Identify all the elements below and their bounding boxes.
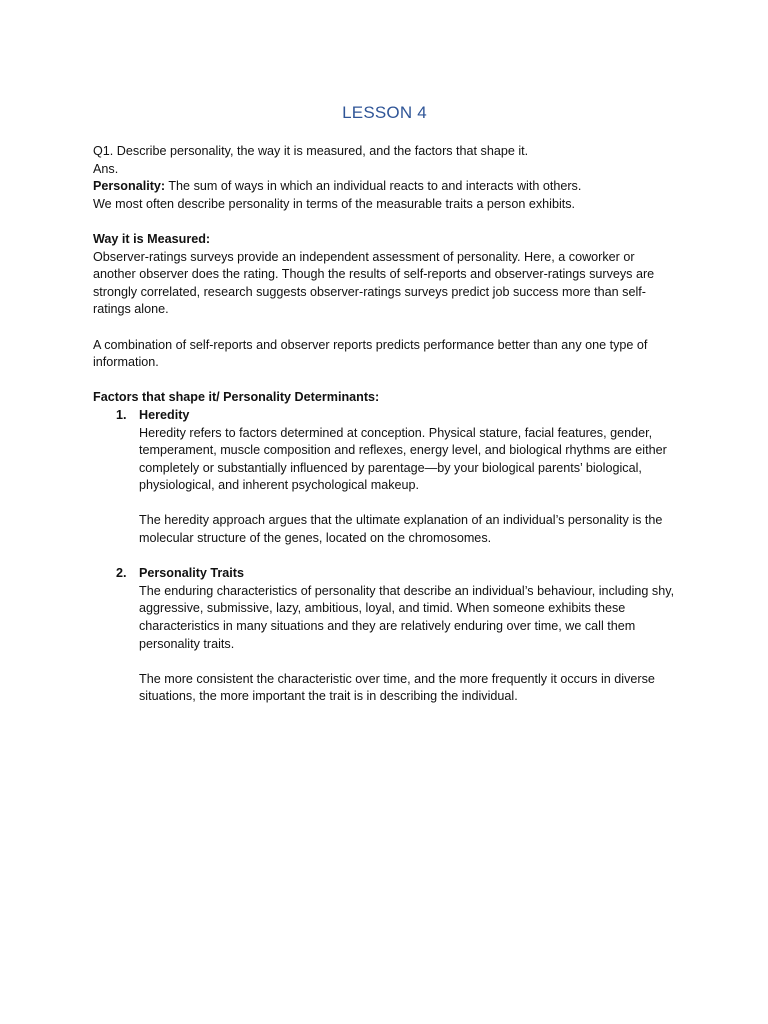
lesson-title: LESSON 4 [342,103,427,122]
traits-paragraph-2: The more consistent the characteristic over time, and the more frequently it occurs in diverse situations, the more important the trait is in describing the individual. [139,671,655,704]
heredity-heading: Heredity [139,407,190,422]
heredity-paragraph-1: Heredity refers to factors determined at conception. Physical stature, facial features, gender, temperament, muscle composition and reflexes, energy level, and biological rhythms are either completely or substantially influenced by parentage—by your biological parents’ biological, physiological, and inherent psychological makeup. [139,425,667,493]
measured-paragraph-2: A combination of self-reports and observer reports predicts performance better than any one type of information. [93,337,648,370]
list-number: 1. [116,407,127,422]
list-item-heredity [93,407,676,565]
measured-heading: Way it is Measured: [93,231,211,246]
list-number: 2. [116,566,127,581]
personality-traits-line: We most often describe personality in terms of the measurable traits a person exhibits. [93,196,576,211]
traits-paragraph-1: The enduring characteristics of personality that describe an individual’s behaviour, including shy, aggressive, submissive, lazy, ambitious, loyal, and timid. When someone exhibits these characteristics in many situations and they are relatively enduring over time, we call them personality traits. [139,583,675,651]
factors-heading: Factors that shape it/ Personality Determinants: [93,390,380,405]
personality-definition [93,178,676,196]
answer-label: Ans. [93,161,119,176]
question-text: Q1. Describe personality, the way it is measured, and the factors that shape it. [93,144,529,158]
measured-paragraph-1: Observer-ratings surveys provide an independent assessment of personality. Here, a coworker or another observer does the rating. Though the results of self-reports and observer-ratings surveys are strongly correlated, research suggests observer-ratings surveys predict job success more than self-ratings alone. [93,249,655,317]
list-item-personality-traits [93,565,676,706]
determinants-list [93,407,676,706]
heredity-paragraph-2: The heredity approach argues that the ultimate explanation of an individual’s personality is the molecular structure of the genes, located on the chromosomes. [139,513,663,546]
traits-heading: Personality Traits [139,566,244,581]
personality-definition-text: The sum of ways in which an individual reacts to and interacts with others. [165,179,582,194]
personality-term: Personality: [93,179,166,194]
